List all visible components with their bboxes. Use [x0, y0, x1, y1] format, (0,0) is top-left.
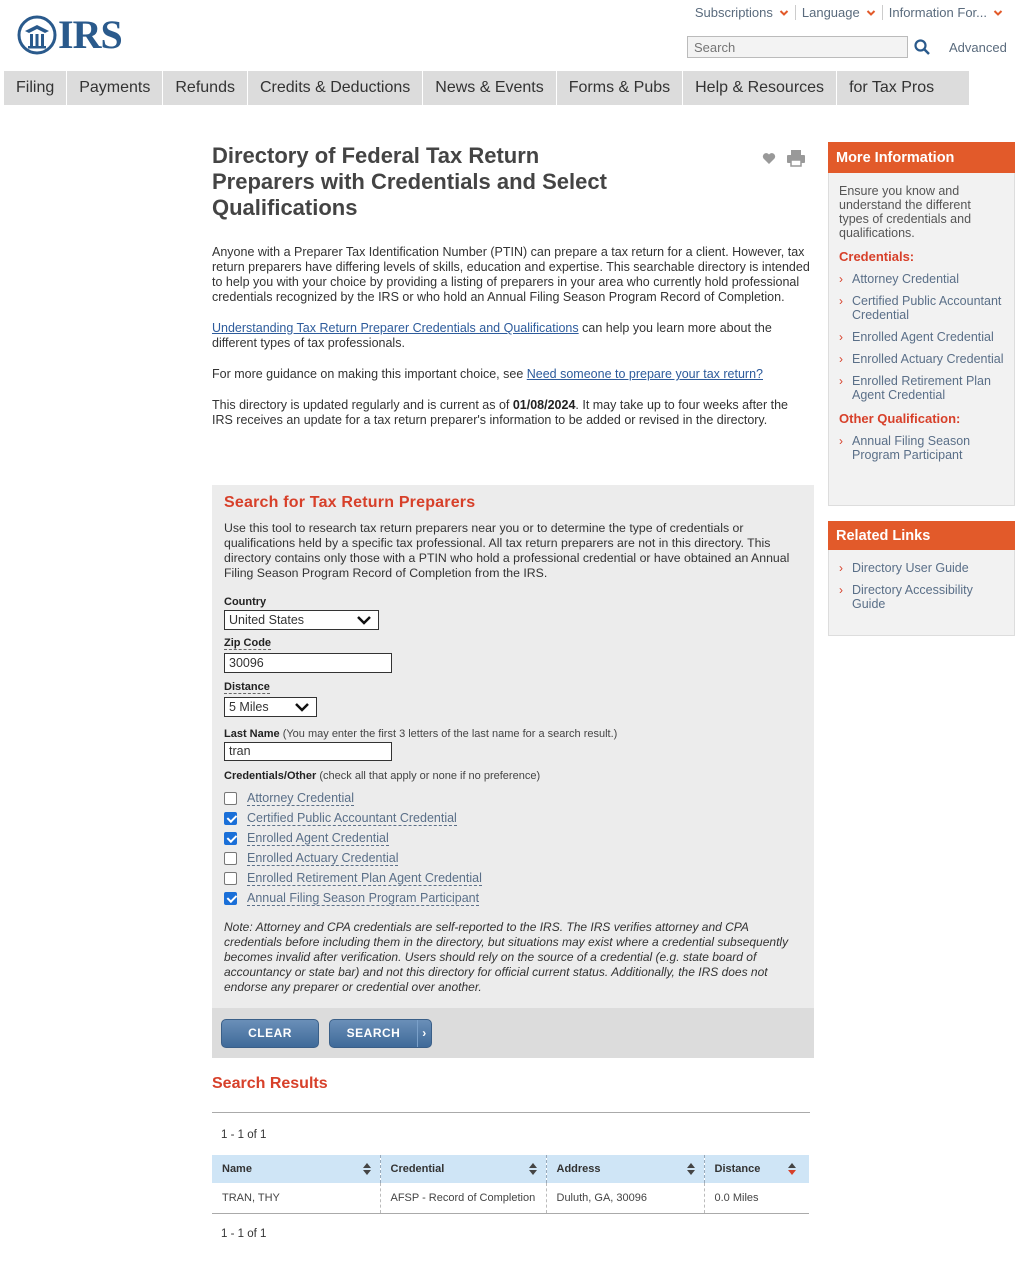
credentials-heading: Credentials: — [839, 249, 915, 264]
sidebar-link-attorney[interactable] — [839, 272, 1004, 286]
main-nav — [4, 71, 969, 105]
column-header-name[interactable] — [212, 1155, 380, 1183]
credential-option-label[interactable]: Attorney Credential — [247, 790, 355, 805]
more-information-box — [828, 142, 1015, 506]
sort-icon — [528, 1162, 538, 1176]
cell-address: Duluth, GA, 30096 — [546, 1183, 704, 1213]
chevron-right-icon: › — [839, 561, 843, 575]
distance-value: 5 Miles — [229, 700, 269, 714]
column-header-credential[interactable] — [380, 1155, 546, 1183]
sidebar-link-afsp[interactable] — [839, 434, 1004, 462]
credentials-qualifications-link[interactable]: Understanding Tax Return Preparer Credentials and Qualifications — [212, 321, 579, 335]
heart-icon[interactable] — [762, 152, 776, 165]
chevron-right-icon: › — [839, 434, 843, 448]
intro-paragraph-3-text: For more guidance on making this important choice, see — [212, 367, 527, 381]
chevron-right-icon: › — [839, 272, 843, 286]
search-button-label: SEARCH — [346, 1026, 401, 1040]
column-header-label: Distance — [714, 1163, 761, 1175]
column-header-address[interactable] — [546, 1155, 704, 1183]
cell-credential: AFSP - Record of Completion — [380, 1183, 546, 1213]
column-header-label: Address — [556, 1163, 601, 1175]
zip-code-label: Zip Code — [224, 637, 272, 649]
search-actions — [212, 1008, 814, 1058]
search-results — [212, 1075, 810, 1240]
sidebar-link-label: Annual Filing Season Program Participant — [852, 434, 971, 462]
search-panel — [212, 485, 814, 1058]
sidebar-link-label: Enrolled Retirement Plan Agent Credential — [852, 374, 991, 402]
cell-name: TRAN, THY — [212, 1183, 380, 1213]
sidebar-link-label: Directory User Guide — [852, 561, 969, 575]
credential-checkbox[interactable] — [224, 812, 237, 825]
intro-paragraph-4 — [212, 398, 812, 428]
credentials-label-text: Credentials/Other — [224, 770, 317, 782]
credential-option-label[interactable]: Enrolled Retirement Plan Agent Credential — [247, 870, 482, 885]
last-name-label — [224, 728, 617, 740]
sidebar-link-enrolled-actuary[interactable] — [839, 352, 1004, 366]
credentials-hint: (check all that apply or none if no preference) — [316, 770, 541, 782]
credential-option-label[interactable]: Enrolled Agent Credential — [247, 830, 389, 845]
sort-icon — [362, 1162, 372, 1176]
print-icon[interactable] — [786, 149, 806, 167]
nav-credits-deductions[interactable]: Credits & Deductions — [248, 71, 423, 105]
logo-text: IRS — [58, 12, 122, 57]
country-value: United States — [229, 613, 305, 627]
nav-filing[interactable]: Filing — [4, 71, 67, 105]
utility-nav — [689, 5, 1009, 20]
last-name-hint: (You may enter the first 3 letters of the last name for a search result.) — [279, 728, 618, 740]
credential-option[interactable] — [224, 828, 802, 848]
credential-option[interactable] — [224, 848, 802, 868]
nav-payments[interactable]: Payments — [67, 71, 163, 105]
need-preparer-link[interactable]: Need someone to prepare your tax return? — [526, 367, 763, 381]
chevron-down-icon — [866, 8, 876, 18]
advanced-search-link[interactable]: Advanced — [949, 39, 1007, 55]
credential-option-label[interactable]: Enrolled Actuary Credential — [247, 850, 399, 865]
related-links-box — [828, 521, 1015, 636]
subscriptions-menu[interactable] — [689, 5, 795, 20]
table-row[interactable] — [212, 1183, 809, 1213]
nav-tax-pros[interactable]: for Tax Pros — [849, 79, 935, 96]
country-label: Country — [224, 596, 267, 608]
more-information-intro: Ensure you know and understand the different types of credentials and qualifications. — [839, 184, 972, 240]
search-button[interactable] — [329, 1019, 432, 1048]
chevron-right-icon: › — [839, 330, 843, 344]
credential-option[interactable] — [224, 788, 802, 808]
column-header-distance[interactable] — [704, 1155, 809, 1183]
clear-button[interactable]: CLEAR — [221, 1019, 319, 1048]
page-tools — [752, 149, 806, 167]
chevron-down-icon — [356, 615, 372, 625]
intro-text — [212, 245, 812, 428]
intro-paragraph-4-before: This directory is updated regularly and is current as of — [212, 398, 513, 412]
information-for-menu[interactable] — [882, 5, 1009, 20]
results-count-top: 1 - 1 of 1 — [221, 1129, 267, 1141]
credential-option[interactable] — [224, 868, 802, 888]
intro-paragraph-4-after: . It may take up to four weeks after the IRS receives an update for a tax return preparer's information to be added or revised in the directory. — [212, 398, 789, 427]
sidebar-link-enrolled-agent[interactable] — [839, 330, 1004, 344]
credential-option[interactable] — [224, 888, 802, 908]
nav-forms-pubs[interactable]: Forms & Pubs — [557, 71, 683, 105]
eagle-seal-icon — [17, 15, 57, 55]
sort-active-icon — [787, 1162, 797, 1176]
irs-logo[interactable] — [17, 14, 122, 56]
credential-checkbox[interactable] — [224, 872, 237, 885]
credential-checkbox[interactable] — [224, 832, 237, 845]
main-content — [212, 143, 812, 428]
credentials-checklist — [224, 788, 802, 908]
credential-option-label[interactable]: Annual Filing Season Program Participant — [247, 890, 480, 905]
search-icon[interactable] — [913, 38, 931, 56]
nav-news-events[interactable]: News & Events — [423, 71, 556, 105]
credential-checkbox[interactable] — [224, 852, 237, 865]
sort-icon — [686, 1162, 696, 1176]
results-table — [212, 1155, 809, 1214]
chevron-right-icon: › — [839, 352, 843, 366]
sidebar-link-label: Certified Public Accountant Credential — [852, 294, 1002, 322]
cell-distance: 0.0 Miles — [704, 1183, 809, 1213]
language-label: Language — [801, 5, 860, 20]
credential-option[interactable] — [224, 808, 802, 828]
distance-label: Distance — [224, 681, 270, 693]
search-panel-description: Use this tool to research tax return preparers near you or to determine the type of credentials or qualifications held by a specific tax professional. All tax return preparers are not in this directory. This directory contains only those with a PTIN who hold a professional credential or have obtained an Annual Filing Season Program Record of Completion from the IRS. — [224, 521, 790, 580]
last-name-input[interactable]: tran — [224, 742, 392, 761]
intro-paragraph-2-text: can help you learn more about the different types of tax professionals. — [212, 321, 772, 350]
other-qualification-heading: Other Qualification: — [839, 411, 961, 426]
chevron-right-icon: › — [839, 294, 843, 308]
current-as-of-date: 01/08/2024 — [512, 398, 576, 412]
sidebar-link-cpa[interactable] — [839, 294, 1004, 322]
sidebar-link-user-guide[interactable] — [839, 561, 1004, 575]
results-count-bottom: 1 - 1 of 1 — [221, 1227, 267, 1240]
chevron-right-icon: › — [417, 1020, 431, 1047]
zip-code-input[interactable]: 30096 — [224, 653, 392, 673]
chevron-down-icon — [993, 8, 1003, 18]
divider — [212, 1112, 810, 1113]
site-search — [687, 36, 1007, 58]
sidebar-link-label: Enrolled Agent Credential — [852, 330, 994, 344]
more-information-title: More Information — [828, 142, 1015, 173]
credentials-label — [224, 770, 540, 782]
intro-paragraph-3 — [212, 367, 812, 382]
credential-checkbox[interactable] — [224, 892, 237, 905]
sidebar-link-label: Attorney Credential — [852, 272, 960, 286]
column-header-label: Name — [222, 1163, 252, 1175]
sidebar-link-retirement-plan-agent[interactable] — [839, 374, 1004, 402]
column-header-label: Credential — [390, 1163, 445, 1175]
search-results-title: Search Results — [212, 1075, 328, 1092]
language-menu[interactable] — [795, 5, 882, 20]
table-header-row — [212, 1155, 809, 1183]
chevron-down-icon — [294, 702, 310, 712]
sidebar-link-label: Directory Accessibility Guide — [852, 583, 973, 611]
page-title: Directory of Federal Tax Return Preparers with Credentials and Select Qualifications — [212, 143, 607, 220]
nav-refunds[interactable]: Refunds — [163, 71, 248, 105]
information-for-label: Information For... — [888, 5, 987, 20]
credential-checkbox[interactable] — [224, 792, 237, 805]
search-panel-title: Search for Tax Return Preparers — [224, 494, 476, 511]
chevron-right-icon: › — [839, 374, 843, 388]
credentials-note: Note: Attorney and CPA credentials are self-reported to the IRS. The IRS verifies attorney and CPA credentials before including them in the directory, but situations may exist where a credential subsequently becomes invalid after verification. Users should rely on the source of a credential (e.g. state board of accountancy or state bar) and not this directory for official current status. Additionally, the IRS does not endorse any preparer or credential over another. — [224, 920, 789, 994]
subscriptions-label: Subscriptions — [694, 5, 773, 20]
intro-paragraph-1: Anyone with a Preparer Tax Identification Number (PTIN) can prepare a tax return for a client. However, tax return preparers have differing levels of skills, education and expertise. This searchable directory is intended to help you with your choice by providing a listing of preparers in your area who currently hold professional credentials recognized by the IRS or who hold an Annual Filing Season Program Record of Completion. — [212, 245, 810, 304]
country-select[interactable] — [224, 610, 379, 630]
site-search-input[interactable] — [687, 36, 908, 58]
sidebar-link-accessibility-guide[interactable] — [839, 583, 1004, 611]
credential-option-label[interactable]: Certified Public Accountant Credential — [247, 810, 457, 825]
related-links-title: Related Links — [828, 521, 1015, 550]
chevron-down-icon — [779, 8, 789, 18]
intro-paragraph-2 — [212, 321, 812, 351]
sidebar-link-label: Enrolled Actuary Credential — [852, 352, 1004, 366]
nav-help-resources[interactable]: Help & Resources — [683, 71, 837, 105]
chevron-right-icon: › — [839, 583, 843, 597]
last-name-label-text: Last Name — [224, 728, 280, 740]
distance-select[interactable] — [224, 697, 317, 717]
